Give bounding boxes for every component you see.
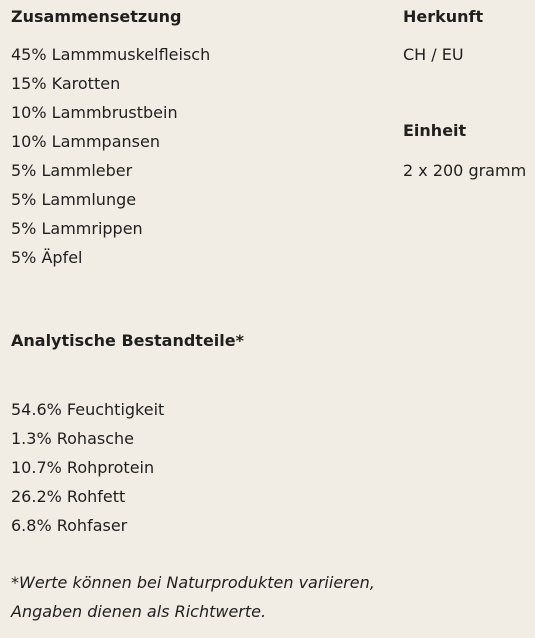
analytics-item: 10.7% Rohprotein	[11, 458, 155, 477]
composition-item: 10% Lammpansen	[11, 132, 160, 151]
analytics-item: 26.2% Rohfett	[11, 487, 126, 506]
analytics-list	[11, 395, 164, 540]
analytics-item: 1.3% Rohasche	[11, 429, 134, 448]
footnote	[11, 568, 375, 626]
origin-heading: Herkunft	[403, 7, 484, 26]
unit-value: 2 x 200 gramm	[403, 161, 527, 180]
analytics-item: 6.8% Rohfaser	[11, 516, 128, 535]
composition-item: 5% Äpfel	[11, 248, 83, 267]
composition-heading: Zusammensetzung	[11, 7, 182, 26]
unit-heading: Einheit	[403, 121, 467, 140]
footnote-line: *Werte können bei Naturprodukten variieren,	[11, 573, 375, 592]
composition-item: 5% Lammlunge	[11, 190, 137, 209]
composition-item: 10% Lammbrustbein	[11, 103, 178, 122]
composition-item: 15% Karotten	[11, 74, 121, 93]
analytics-heading: Analytische Bestandteile*	[11, 331, 244, 350]
origin-value: CH / EU	[403, 45, 464, 64]
composition-item: 5% Lammrippen	[11, 219, 143, 238]
composition-item: 45% Lammmuskelfleisch	[11, 45, 211, 64]
analytics-item: 54.6% Feuchtigkeit	[11, 400, 165, 419]
composition-item: 5% Lammleber	[11, 161, 133, 180]
composition-list	[11, 40, 210, 272]
footnote-line: Angaben dienen als Richtwerte.	[11, 602, 267, 621]
